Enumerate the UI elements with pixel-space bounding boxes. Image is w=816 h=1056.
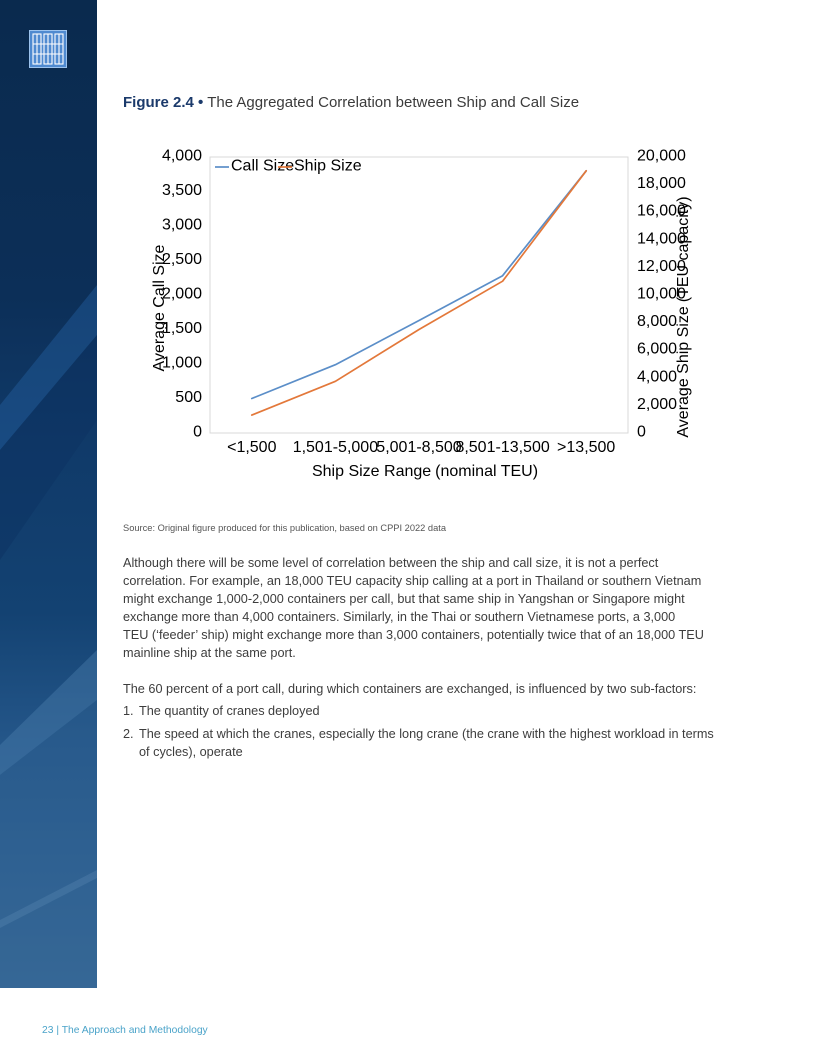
figure-source: Source: Original figure produced for this publication, based on CPPI 2022 data: [123, 523, 447, 533]
y-left-axis-title: Average Call Size: [151, 244, 168, 372]
y-left-tick-label: 1,000: [161, 354, 202, 372]
list-item-body: [139, 725, 714, 761]
paragraph-line: might exchange 1,000-2,000 containers per call, but that same ship in Yangshan or Singapore might: [123, 592, 685, 606]
x-axis-title-main: Ship Size Range: [311, 463, 432, 480]
y-right-axis-title-main: Average Ship Size: [675, 306, 692, 438]
page-number: 23: [42, 1025, 54, 1036]
y-right-axis-unit: (TEU capacity): [675, 196, 692, 303]
y-left-tick-label: 3,000: [161, 216, 202, 234]
body-paragraph: [123, 554, 704, 662]
paragraph-line: The 60 percent of a port call, during which containers are exchanged, is influenced by two sub-factors:: [123, 682, 697, 696]
legend-label-ship-size: Ship Size: [294, 157, 362, 175]
list-item-text: of cycles), operate: [139, 745, 243, 759]
figure-separator: •: [198, 94, 204, 111]
footer-separator: |: [56, 1025, 60, 1036]
x-axis-title: [312, 463, 538, 480]
x-tick-label: 8,501-13,500: [455, 439, 550, 456]
list-item-text: The speed at which the cranes, especially the long crane (the crane with the highest workload in terms: [139, 727, 714, 741]
x-tick-label: 1,501-5,000: [292, 439, 379, 456]
y-right-tick-label: 18,000: [637, 175, 686, 193]
figure-number: Figure 2.4: [123, 94, 194, 111]
paragraph-line: correlation. For example, an 18,000 TEU capacity ship calling at a port in Thailand or southern Vietnam: [123, 574, 702, 588]
paragraph-line: mainline ship at the same port.: [123, 646, 296, 660]
x-axis-unit: (nominal TEU): [435, 463, 539, 480]
x-tick-label: >13,500: [557, 439, 616, 456]
y-left-tick-label: 1,500: [161, 320, 202, 337]
list-item: [123, 725, 714, 761]
y-right-tick-label: 10,000: [637, 285, 686, 303]
y-left-tick-label: 0: [193, 423, 202, 441]
list-marker: 2.: [123, 727, 134, 741]
y-right-tick-label: 14,000: [637, 230, 686, 248]
legend-label-call-size: Call Size: [231, 157, 295, 175]
list-item-text: The quantity of cranes deployed: [139, 704, 320, 718]
y-right-tick-label: 20,000: [637, 147, 686, 165]
y-left-tick-label: 2,500: [161, 251, 202, 268]
correlation-chart: [140, 140, 710, 490]
y-right-tick-label: 2,000: [637, 395, 678, 413]
y-left-tick-label: 2,000: [161, 285, 202, 303]
body-paragraph: [123, 680, 696, 698]
y-right-tick-label: 8,000: [637, 313, 678, 331]
y-right-tick-label: 16,000: [637, 202, 686, 220]
list-item: [123, 702, 320, 720]
logo-icon: [29, 30, 67, 68]
figure-title-text: The Aggregated Correlation between Ship and Call Size: [207, 94, 580, 111]
call-size-line: [252, 171, 586, 399]
y-left-tick-label: 500: [175, 389, 202, 406]
paragraph-line: TEU (‘feeder’ ship) might exchange more than 3,000 containers, potentially twice that of an 18,000 TEU: [123, 628, 704, 642]
paragraph-line: Although there will be some level of correlation between the ship and call size, it is not a perfect: [123, 556, 659, 570]
page-footer: [42, 1024, 208, 1038]
x-tick-label: 5,001-8,500: [376, 439, 462, 456]
paragraph-line: exchange more than 4,000 containers. Similarly, in the Thai or southern Vietnamese ports, a 3,000: [123, 610, 676, 624]
figure-title: [123, 93, 579, 113]
y-left-tick-label: 3,500: [161, 182, 202, 199]
x-tick-label: <1,500: [227, 439, 277, 456]
y-right-tick-label: 4,000: [637, 368, 678, 386]
y-right-tick-label: 0: [637, 423, 646, 441]
list-item-body: [139, 702, 320, 720]
y-right-tick-label: 6,000: [637, 340, 678, 358]
y-right-tick-label: 12,000: [637, 257, 686, 275]
y-left-tick-label: 4,000: [161, 147, 202, 165]
list-marker: 1.: [123, 704, 134, 718]
footer-section: The Approach and Methodology: [61, 1025, 208, 1036]
legend: [215, 158, 362, 175]
sidebar-background: [0, 0, 97, 988]
